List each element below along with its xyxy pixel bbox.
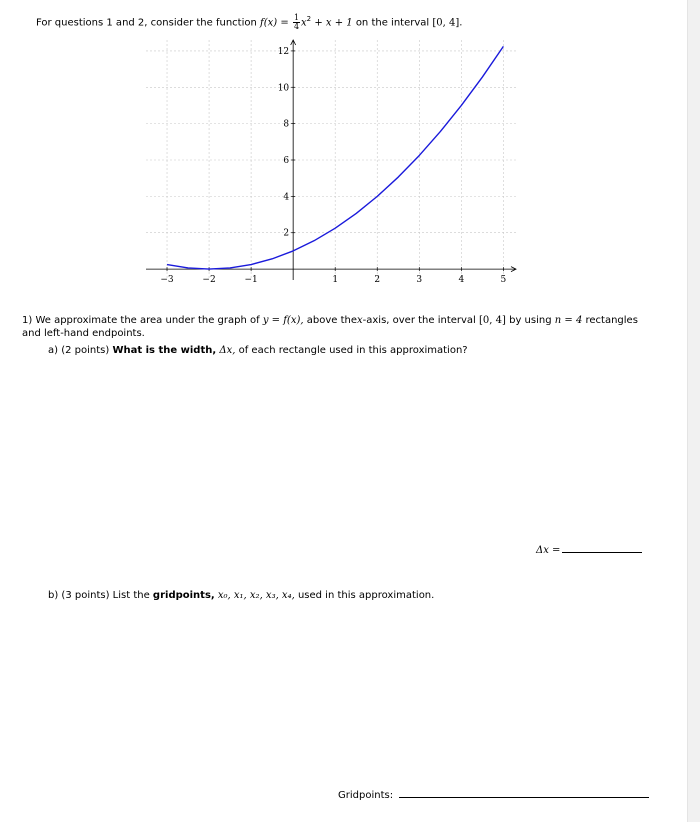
x-tick-label: −2 xyxy=(202,275,216,286)
gridpoints-blank[interactable] xyxy=(399,796,649,798)
intro-prefix: For questions 1 and 2, consider the function xyxy=(36,17,257,29)
q1-text-e: rectangles and left-hand endpoints. xyxy=(22,315,638,339)
qa-label: a) (2 points) xyxy=(48,345,110,356)
qa-bold: What is the width, xyxy=(112,345,217,356)
intro-fx: f(x) xyxy=(260,17,278,29)
dx-answer-label: Δx = xyxy=(536,545,561,556)
qb-vars: x₀, x₁, x₂, x₃, x₄, xyxy=(217,590,295,601)
intro-rest: + x + 1 xyxy=(314,17,353,29)
q1-text-a: 1) We approximate the area under the graph of xyxy=(22,315,260,326)
y-tick-label: 4 xyxy=(283,192,290,203)
question-1b xyxy=(48,590,434,601)
x-tick-label: −3 xyxy=(160,275,174,286)
q1-n: n = 4 xyxy=(554,315,583,326)
y-tick-label: 6 xyxy=(283,156,290,166)
gridpoints-answer xyxy=(338,790,649,801)
x-tick-label: 4 xyxy=(458,275,465,286)
qb-label: b) (3 points) List the xyxy=(48,590,150,601)
intro-suffix: on the interval xyxy=(355,17,430,29)
qb-rest: used in this approximation. xyxy=(297,590,435,601)
q1-text-c: -axis, over the interval xyxy=(362,315,476,326)
intro-interval: [0, 4]. xyxy=(432,17,463,29)
qb-bold: gridpoints, xyxy=(152,590,215,601)
x-tick-label: −1 xyxy=(244,275,258,286)
q1-text-d: by using xyxy=(509,315,552,326)
y-tick-label: 2 xyxy=(283,228,290,239)
intro-equals: = xyxy=(280,17,289,29)
question-1 xyxy=(22,314,654,340)
ticks xyxy=(160,47,506,285)
frac-numerator: 1 xyxy=(293,12,300,22)
q1-text-b: above the xyxy=(306,315,357,326)
qa-rest: of each rectangle used in this approximation? xyxy=(238,345,468,356)
frac-denominator: 4 xyxy=(293,21,300,31)
q1-interval: [0, 4] xyxy=(479,315,506,326)
intro-x: x xyxy=(301,17,307,29)
y-tick-label: 8 xyxy=(283,119,290,130)
x-tick-label: 2 xyxy=(374,275,381,286)
q1-equation: y = f(x), xyxy=(262,315,304,326)
x-tick-label: 3 xyxy=(416,275,423,286)
gridpoints-label: Gridpoints: xyxy=(338,790,394,801)
y-tick-label: 12 xyxy=(277,46,290,57)
grid xyxy=(146,40,516,280)
x-tick-label: 5 xyxy=(500,275,507,286)
q1-xaxis: x xyxy=(357,315,363,326)
qa-dx: Δx, xyxy=(219,345,236,356)
dx-answer-blank[interactable] xyxy=(562,551,642,553)
dx-answer xyxy=(536,545,642,556)
question-1a xyxy=(48,345,468,356)
x-tick-label: 1 xyxy=(332,275,339,286)
y-tick-label: 10 xyxy=(277,83,290,94)
intro-exponent: 2 xyxy=(306,15,312,23)
function-graph xyxy=(0,0,700,300)
